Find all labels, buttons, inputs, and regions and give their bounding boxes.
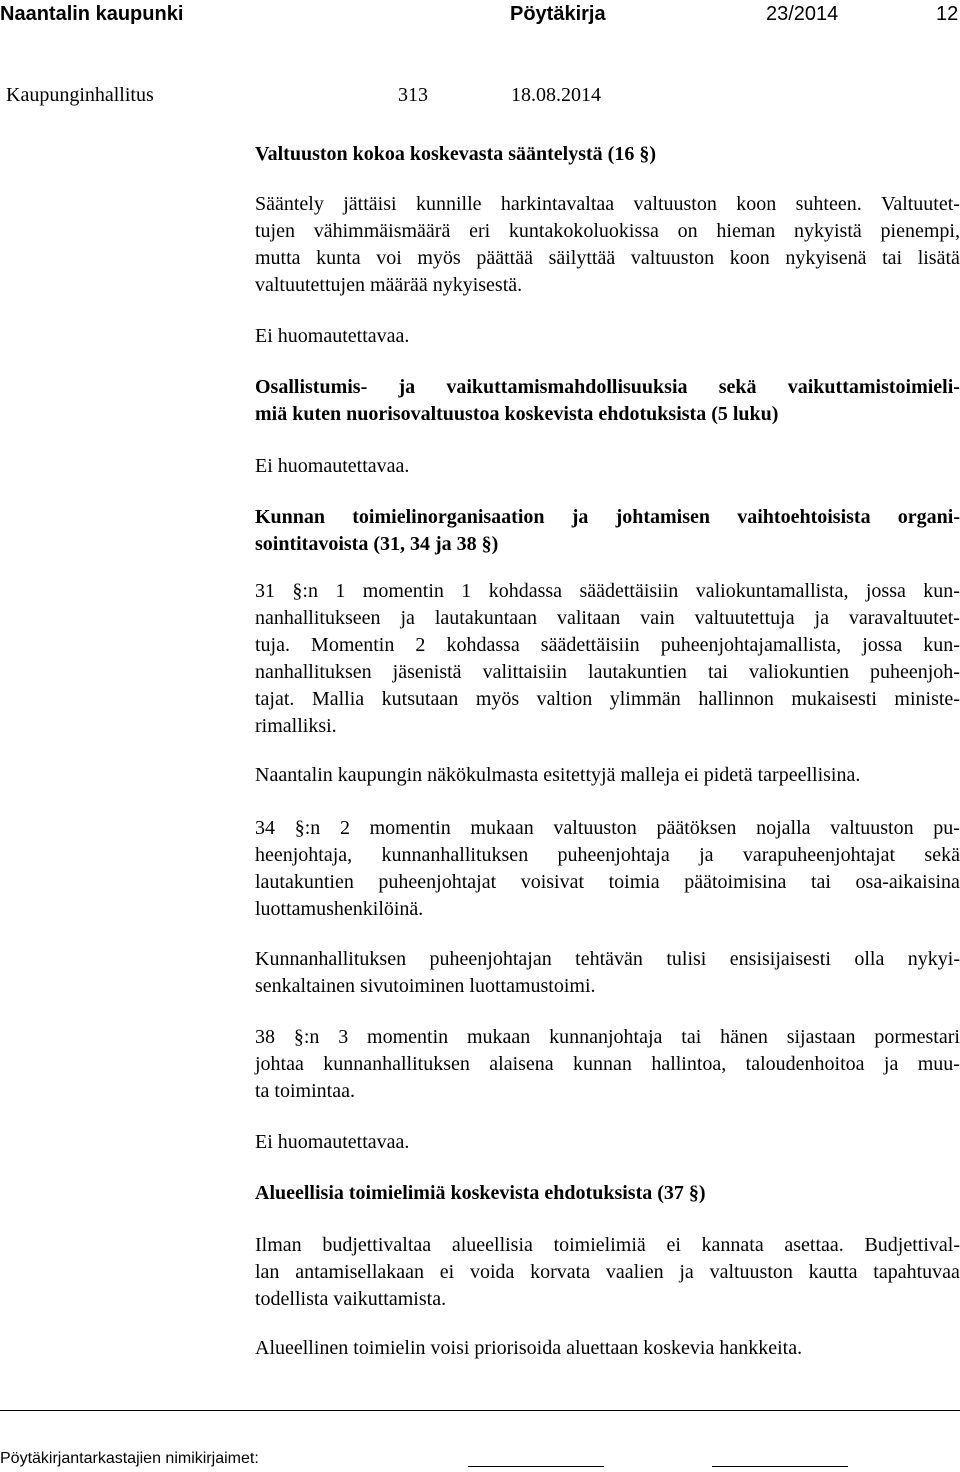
header-page-number: 12 — [936, 3, 959, 25]
signature-line-2 — [712, 1466, 848, 1467]
header-doc-number: 23/2014 — [766, 3, 839, 25]
paragraph-line: nanhallitukseen ja lautakuntaan valitaan vain valtuutettuja ja varavaltuutet- — [255, 607, 960, 629]
paragraph-line: 31 §:n 1 momentin 1 kohdassa säädettäisiin valiokuntamallista, jossa kun- — [255, 580, 960, 602]
heading-line: sointitavoista (31, 34 ja 38 §) — [255, 533, 499, 555]
paragraph-chairs — [255, 815, 960, 923]
signature-label: Pöytäkirjantarkastajien nimikirjaimet: — [0, 1450, 259, 1467]
paragraph-line: tujen vähimmäismäärä eri kuntakokoluokissa on hieman nykyistä pienempi, — [255, 220, 960, 242]
paragraph-budget-power — [255, 1232, 960, 1313]
paragraph-line: Sääntely jättäisi kunnille harkintavaltaa valtuuston koon suhteen. Valtuutet- — [255, 193, 960, 215]
heading-line: Osallistumis- ja vaikuttamismahdollisuuksia sekä vaikuttamistoimieli- — [255, 376, 960, 398]
paragraph-line: Alueellinen toimielin voisi priorisoida aluettaan koskevia hankkeita. — [255, 1337, 803, 1359]
paragraph-line: Ilman budjettivaltaa alueellisia toimielimiä ei kannata asettaa. Budjettival- — [255, 1234, 960, 1256]
paragraph-line: tajat. Mallia kutsutaan myös valtion ylimmän hallinnon mukaisesti ministe- — [255, 688, 960, 710]
heading-line: Kunnan toimielinorganisaation ja johtamisen vaihtoehtoisista organi- — [255, 506, 960, 528]
footer-divider — [0, 1410, 960, 1411]
meeting-body: Kaupunginhallitus — [6, 84, 154, 106]
section-heading-council-size — [255, 141, 960, 168]
note-no-comments: Ei huomautettavaa. — [255, 325, 410, 347]
paragraph-naantali-view — [255, 762, 960, 789]
paragraph-mayor — [255, 1024, 960, 1105]
paragraph-line: luottamushenkilöinä. — [255, 898, 424, 920]
note-no-comments: Ei huomautettavaa. — [255, 455, 410, 477]
paragraph-line: valtuutettujen määrää nykyisestä. — [255, 274, 523, 296]
paragraph-line: 34 §:n 2 momentin mukaan valtuuston päätöksen nojalla valtuuston pu- — [255, 817, 960, 839]
paragraph-line: 38 §:n 3 momentin mukaan kunnanjohtaja tai hänen sijastaan pormestari — [255, 1026, 960, 1048]
paragraph-chair-role — [255, 946, 960, 1000]
paragraph-prioritisation — [255, 1335, 960, 1362]
paragraph-line: todellista vaikuttamista. — [255, 1288, 447, 1310]
paragraph-line: nanhallituksen jäsenistä valittaisiin lautakuntien tai valiokuntien puheenjoh- — [255, 661, 960, 683]
meeting-section: 313 — [398, 84, 428, 106]
paragraph-line: lan antamisellakaan ei voida korvata vaalien ja valtuuston kautta tapahtuvaa — [255, 1261, 960, 1283]
paragraph-line: mutta kunta voi myös päättää säilyttää valtuuston koon nykyisenä tai lisätä — [255, 247, 960, 269]
paragraph-line: heenjohtaja, kunnanhallituksen puheenjohtaja ja varapuheenjohtajat sekä — [255, 844, 960, 866]
paragraph-line: Kunnanhallituksen puheenjohtajan tehtävän tulisi ensisijaisesti olla nykyi- — [255, 948, 960, 970]
section-heading-organisation — [255, 504, 960, 558]
paragraph-line: rimalliksi. — [255, 715, 337, 737]
paragraph-committee-model — [255, 578, 960, 740]
header-city: Naantalin kaupunki — [0, 3, 184, 25]
section-heading-participation — [255, 374, 960, 428]
header-doc-type: Pöytäkirja — [510, 3, 606, 25]
signature-line-1 — [468, 1466, 604, 1467]
section-heading-regional-bodies — [255, 1180, 960, 1207]
paragraph-line: ta toimintaa. — [255, 1080, 355, 1102]
heading-line: Valtuuston kokoa koskevasta sääntelystä (16 §) — [255, 143, 656, 165]
paragraph-line: johtaa kunnanhallituksen alaisena kunnan hallintoa, taloudenhoitoa ja muu- — [255, 1053, 960, 1075]
paragraph-line: lautakuntien puheenjohtajat voisivat toimia päätoimisina tai osa-aikaisina — [255, 871, 960, 893]
paragraph-line: senkaltainen sivutoiminen luottamustoimi. — [255, 975, 596, 997]
note-no-comments: Ei huomautettavaa. — [255, 1131, 410, 1153]
paragraph-line: tuja. Momentin 2 kohdassa säädettäisiin puheenjohtajamallista, jossa kun- — [255, 634, 960, 656]
meeting-date: 18.08.2014 — [511, 84, 601, 106]
paragraph-line: Naantalin kaupungin näkökulmasta esitettyjä malleja ei pidetä tarpeellisina. — [255, 764, 861, 786]
heading-line: Alueellisia toimielimiä koskevista ehdotuksista (37 §) — [255, 1182, 706, 1204]
heading-line: miä kuten nuorisovaltuustoa koskevista ehdotuksista (5 luku) — [255, 403, 779, 425]
paragraph-council-size — [255, 191, 960, 299]
